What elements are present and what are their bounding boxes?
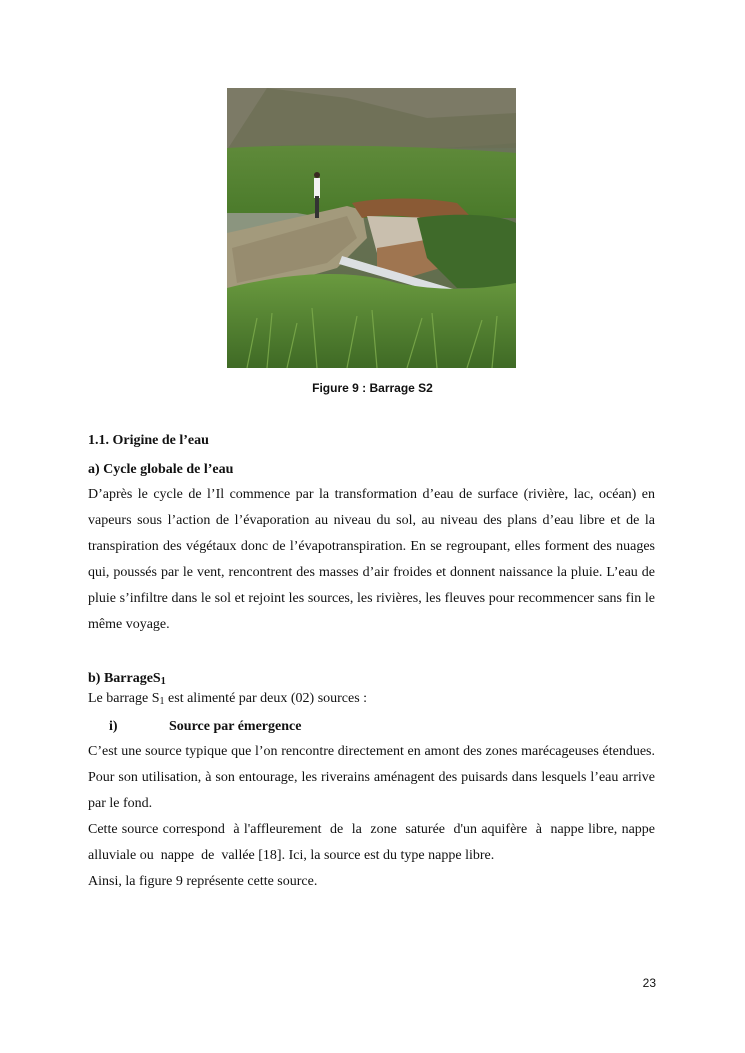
subsection-a-heading: a) Cycle globale de l’eau bbox=[88, 462, 234, 477]
subsection-a-paragraph: D’après le cycle de l’Il commence par la transformation d’eau de surface (rivière, lac, océan) en vapeurs sous l’action de l’évaporation au niveau du sol, au niveau des plans d’eau libre et de la transpiration des végétaux donc de l’évapotranspiration. En se regroupant, elles forment des nuages qui, poussés par le vent, rencontrent des masses d’air froides et donnent naissance la pluie. L’eau de pluie s’infiltre dans le sol et rejoint les sources, les rivières, les fleuves pour recommencer sans fin le même voyage. bbox=[88, 487, 655, 632]
subsection-b-paragraph-1: C’est une source typique que l’on rencontre directement en amont des zones marécageuses étendues. Pour son utilisation, à son entourage, les riverains aménagent des puisards dans lesquels l’eau arrive par le fond. bbox=[88, 744, 655, 811]
figure-photo bbox=[227, 88, 516, 368]
list-item-marker: i) bbox=[109, 719, 118, 734]
subsection-b-heading-text: b) BarrageS bbox=[88, 671, 161, 686]
subsection-b-heading bbox=[88, 671, 655, 687]
intro-subscript: 1 bbox=[159, 696, 165, 707]
subsection-b-heading-subscript: 1 bbox=[160, 676, 166, 687]
list-item-heading bbox=[88, 719, 655, 735]
intro-before: Le barrage S bbox=[88, 691, 160, 706]
dam-photo bbox=[227, 88, 516, 368]
subsection-b-paragraph-3: Ainsi, la figure 9 représente cette source. bbox=[88, 874, 318, 889]
intro-after: est alimenté par deux (02) sources : bbox=[164, 691, 368, 706]
subsection-b-intro bbox=[88, 691, 655, 707]
section-heading: 1.1. Origine de l’eau bbox=[88, 433, 209, 448]
figure-caption: Figure 9 : Barrage S2 bbox=[312, 381, 433, 395]
list-item-title: Source par émergence bbox=[169, 719, 302, 734]
subsection-b-paragraph-2: Cette source correspond à l'affleurement de la zone saturée d'un aquifère à nappe libre, nappe alluviale ou nappe de vallée [18]. Ici, la source est du type nappe libre. bbox=[88, 822, 662, 863]
page-number: 23 bbox=[642, 976, 656, 990]
